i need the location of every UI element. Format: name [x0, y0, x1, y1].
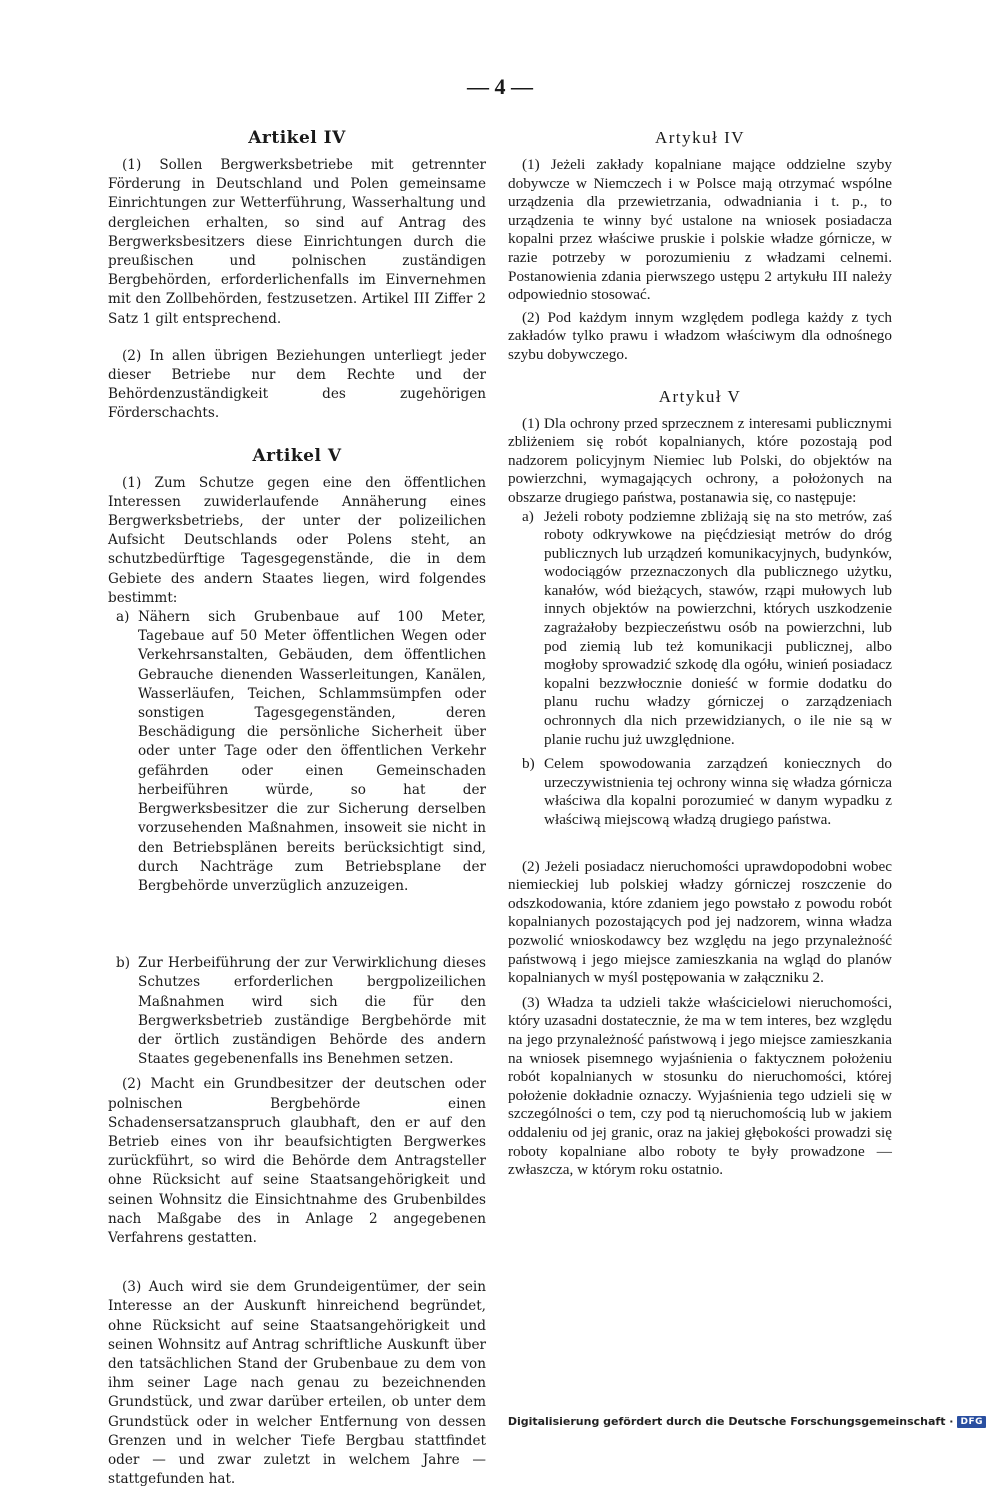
- article-iv-para-1-pl: (1) Jeżeli zakłady kopalniane mające oddzielne szyby dobywcze w Niemczech i w Polsce mają otrzymać wspólne urządzenia dla przewietrzania, odwadniania i t. p., to urządzenia te winny być ustalone na wniosek posiadacza kopalni przez właściwe pruskie i polskie władze górnicze, w razie potrzeby w porozumieniu z władzami celnemi. Postanowienia zdania pierwszego ustępu 2 artykułu III należy odpowiednio stosować.: [508, 156, 892, 304]
- article-v-item-a-de: [116, 608, 486, 896]
- article-v-heading-pl: Artykuł V: [658, 386, 742, 406]
- page-number: — 4 —: [467, 74, 533, 99]
- item-marker: b): [522, 755, 535, 773]
- digitization-footer: [508, 1415, 986, 1428]
- article-v-item-b-de: [116, 954, 486, 1069]
- article-iv-heading-pl: Artykuł IV: [654, 128, 746, 147]
- item-text: Celem spowodowania zarządzeń koniecznych do urzeczywistnienia tej ochrony winna się władza górnicza właściwa dla kopalni porozumieć w danym wypadku z właściwą miejscową władzą drugiego państwa.: [544, 755, 892, 828]
- article-v-item-a-pl: [522, 508, 892, 750]
- footer-text: Digitalisierung gefördert durch die Deutsche Forschungsgemeinschaft ·: [507, 1415, 954, 1428]
- german-column: [108, 128, 486, 1489]
- article-iv-para-1-de: (1) Sollen Bergwerksbetriebe mit getrennter Förderung in Deutschland und Polen gemeinsame Einrichtungen zur Wetterführung, Wasserhaltung und dergleichen erhalten, so sind auf Antrag des Bergwerksbesitzers diese Einrichtungen durch die preußischen und polnischen zuständigen Bergbehörden, erforderlichenfalls im Einvernehmen mit den Zollbehörden, festzusetzen. Artikel III Ziffer 2 Satz 1 gilt entsprechend.: [108, 157, 486, 327]
- article-v-item-b-pl: [522, 755, 892, 829]
- article-iv-para-2-de: (2) In allen übrigen Beziehungen unterliegt jeder dieser Betriebe nur dem Rechte und der Behördenzuständigkeit des zugehörigen Förderschachts.: [108, 347, 486, 422]
- article-v-heading-de: Artikel V: [252, 445, 342, 466]
- article-v-para-1-de: (1) Zum Schutze gegen eine den öffentlichen Interessen zuwiderlaufende Annäherung eines Bergwerksbetriebs, der unter der polizeilichen Aufsicht Deutschlands oder Polens steht, an schutzbedürftige Tagesgegenstände, die in dem Gebiete des andern Staates liegen, wird folgendes bestimmt:: [108, 474, 486, 606]
- article-v-para-2-pl: (2) Jeżeli posiadacz nieruchomości uprawdopodobni wobec niemieckiej lub polskiej władzy górniczej roszczenie do odszkodowania, które zdaniem jego powstało z powodu robót kopalnianych pozostających pod jej nadzorem, winna władza pozwolić wnioskodawcy bez względu na jego przynależność państwową i jego miejsce zamieszkania na wgląd do planów kopalnianych w myśl postępowania w załączniku 2.: [508, 857, 892, 987]
- article-v-para-2-de: (2) Macht ein Grundbesitzer der deutschen oder polnischen Bergbehörde einen Schadensersatzanspruch glaubhaft, den er auf den Betrieb eines von ihr beaufsichtigten Bergwerkes zurückführt, so wird die Behörde dem Antragsteller ohne Rücksicht auf seine Staatsangehörigkeit und seinen Wohnsitz die Einsichtnahme des Grubenbildes nach Maßgabe des in Anlage 2 angegebenen Verfahrens gestatten.: [108, 1076, 486, 1246]
- item-marker: a): [116, 609, 130, 626]
- article-v-para-3-pl: (3) Władza ta udzieli także właścicielowi nieruchomości, który uzasadni dostatecznie, że ma w tem interes, bez względu na jego przynależność państwową i jego miejsce zamieszkania na wniosek pisemnego wyjaśnienia o faktycznem położeniu robót kopalnianych w stosunku do nieruchomości, której położenie dokładnie oznaczy. Wyjaśnienia tego udzieli się w szczególności o tem, czy pod tą nieruchomością lub w jakiem oddaleniu od jej granic, oraz na jakiej głębokości prowadzi się roboty kopalniane albo roboty te były prowadzone — zwłaszcza, w którym roku ostatnio.: [508, 993, 892, 1179]
- polish-column: [508, 128, 892, 1180]
- article-iv-para-2-pl: (2) Pod każdym innym względem podlega każdy z tych zakładów tylko prawu i władzom właściwym dla odnośnego szybu dobywczego.: [508, 308, 892, 363]
- article-v-para-1-pl: (1) Dla ochrony przed sprzecznem z interesami publicznymi zbliżeniem się robót kopalnianych, które pozostają pod nadzorem policyjnym Niemiec lub Polski, do objektów na powierzchni, wymagających ochrony, a położonych na obszarze drugiego państwa, postanawia się, co następuje:: [508, 414, 892, 506]
- article-v-para-3-de: (3) Auch wird sie dem Grundeigentümer, der sein Interesse an der Auskunft hinreichend begründet, ohne Rücksicht auf seine Staatsangehörigkeit und seinen Wohnsitz auf Antrag schriftliche Auskunft über den tatsächlichen Stand der Grubenbaue zu dem von ihm seiner Lage nach genau zu bezeichnenden Grundstück, und zwar darüber erteilen, ob unter dem Grundstück oder in welcher Entfernung von dessen Grenzen und in welcher Tiefe Bergbau stattfindet oder — und zwar zuletzt in welchem Jahre — stattgefunden hat.: [108, 1279, 486, 1488]
- item-marker: b): [116, 955, 131, 972]
- item-text: Zur Herbeiführung der zur Verwirklichung dieses Schutzes erforderlichen bergpolizeilichen Maßnahmen wird sich die für den Bergwerksbetrieb zuständige Bergbehörde mit der örtlich zuständigen Behörde des andern Staates gegebenenfalls ins Benehmen setzen.: [138, 955, 486, 1068]
- article-iv-heading-de: Artikel IV: [248, 128, 346, 148]
- item-marker: a): [522, 507, 534, 525]
- item-text: Nähern sich Grubenbaue auf 100 Meter, Tagebaue auf 50 Meter öffentlichen Wegen oder Verkehrsanstalten, Gebäuden, dem öffentlichen Gebrauche dienenden Wasserleitungen, Kanälen, Wasserläufen, Teichen, Schlammsümpfen oder sonstigen Tagesgegenständen, deren Beschädigung die persönliche Sicherheit über oder unter Tage oder den öffentlichen Verkehr gefährden oder einen Gemeinschaden herbeiführen würde, so hat der Bergwerksbesitzer die zur Sicherung derselben vorzusehenden Maßnahmen, insoweit sie nicht in den Betriebsplänen bereits berücksichtigt sind, durch Nachträge zum Betriebsplane der Bergbehörde unverzüglich anzuzeigen.: [138, 609, 486, 894]
- item-text: Jeżeli roboty podziemne zbliżają się na sto metrów, zaś roboty odkrywkowe na pięćdziesiąt metrów do dróg publicznych lub urządzeń komunikacyjnych, budynków, wodociągów przeznaczonych dla publicznego użytku, kanałów, wód bieżących, stawów, rząpi mułowych lub innych objektów na powierzchni, których uszkodzenie zagrażałoby bezpieczeństwu osób na powierzchni, lub pod ziemią lub też komunikacji publicznej, albo mogłoby sprowadzić szkodę dla ogółu, winień posiadacz kopalni bezzwłocznie donieść w formie dodatku do planu ruchu władzy górniczej o zarządzeniach ochronnych dla nich przewidzianych, o ile nie są w planie ruchu już uwzględnione.: [544, 507, 892, 748]
- dfg-logo: DFG: [957, 1416, 986, 1428]
